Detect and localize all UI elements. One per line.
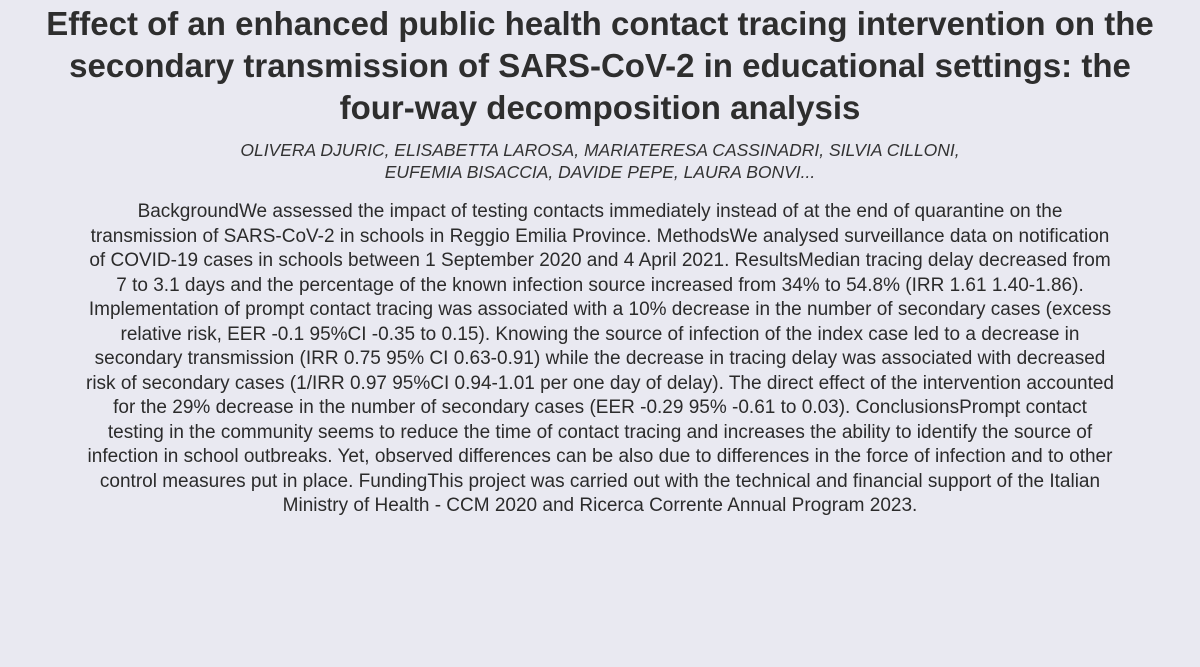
paper-authors: OLIVERA DJURIC, ELISABETTA LAROSA, MARIATERESA CASSINADRI, SILVIA CILLONI, EUFEMIA BISACCIA, DAVIDE PEPE, LAURA BONVI... <box>240 140 960 182</box>
paper-title: Effect of an enhanced public health contact tracing intervention on the secondary transmission of SARS-CoV-2 in educational settings: the four-way decomposition analysis <box>46 5 1154 126</box>
paper-abstract: BackgroundWe assessed the impact of testing contacts immediately instead of at the end of quarantine on the transmission of SARS-CoV-2 in schools in Reggio Emilia Province. MethodsWe analysed surveillance data on notification of COVID-19 cases in schools between 1 September 2020 and 4 April 2021. ResultsMedian tracing delay decreased from 7 to 3.1 days and the percentage of the known infection source increased from 34% to 54.8% (IRR 1.61 1.40-1.86). Implementation of prompt contact tracing was associated with a 10% decrease in the number of secondary cases (excess relative risk, EER -0.1 95%CI -0.35 to 0.15). Knowing the source of infection of the index case led to a decrease in secondary transmission (IRR 0.75 95% CI 0.63-0.91) while the decrease in tracing delay was associated with decreased risk of secondary cases (1/IRR 0.97 95%CI 0.94-1.01 per one day of delay). The direct effect of the intervention accounted for the 29% decrease in the number of secondary cases (EER -0.29 95% -0.61 to 0.03). ConclusionsPrompt contact testing in the community seems to reduce the time of contact tracing and increases the ability to identify the source of infection in school outbreaks. Yet, observed differences can be also due to differences in the force of infection and to other control measures put in place. FundingThis project was carried out with the technical and financial support of the Italian Ministry of Health - CCM 2020 and Ricerca Corrente Annual Program 2023. <box>86 201 1114 516</box>
